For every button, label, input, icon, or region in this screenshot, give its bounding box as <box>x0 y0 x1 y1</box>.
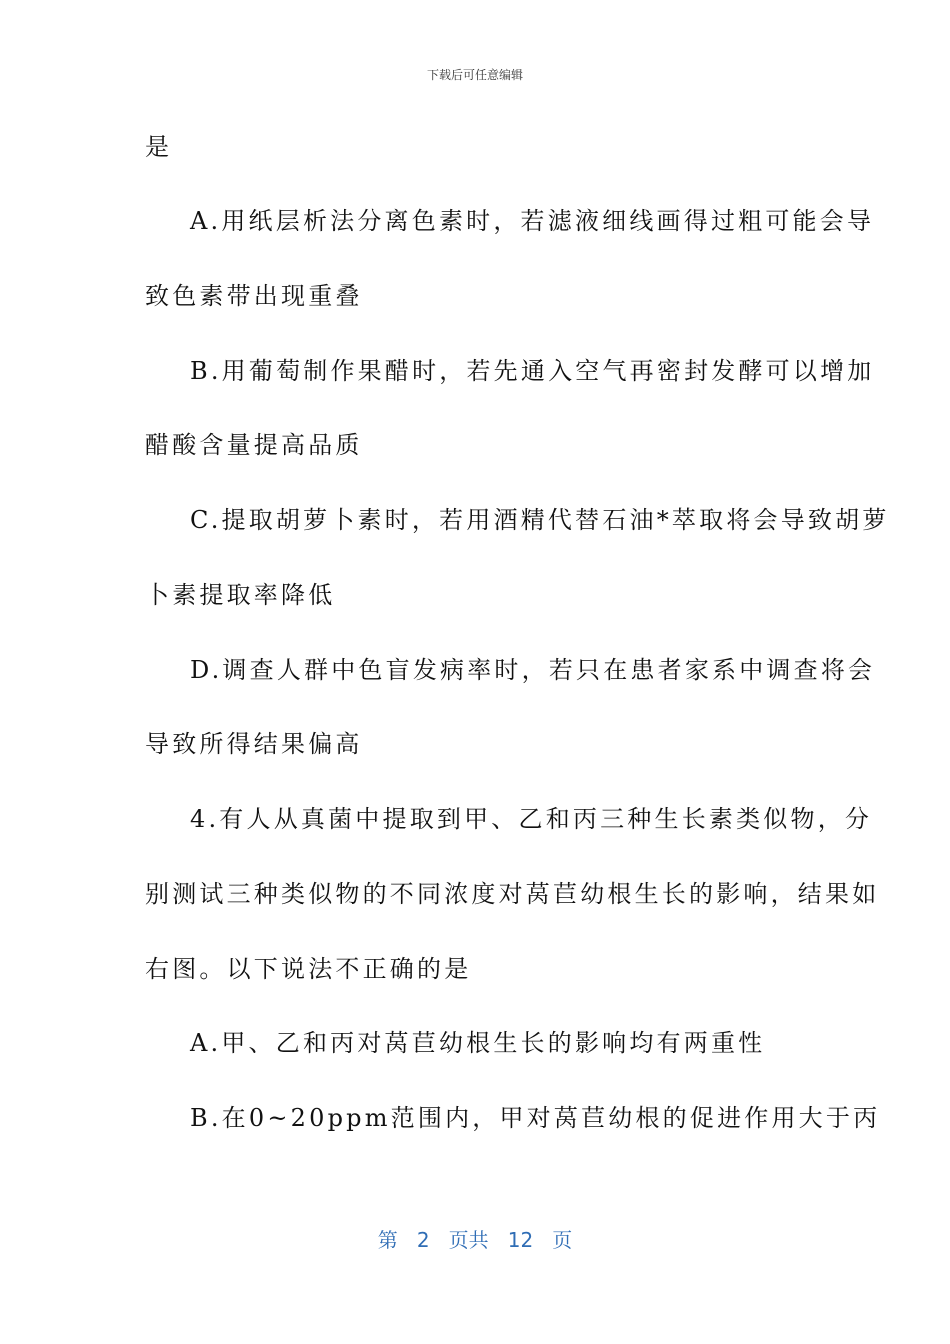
text-line: C.提取胡萝卜素时，若用酒精代替石油*萃取将会导致胡萝 <box>190 506 890 534</box>
text-line: 4.有人从真菌中提取到甲、乙和丙三种生长素类似物，分 <box>190 805 873 833</box>
footer-suffix: 页 <box>552 1228 573 1252</box>
text-line: B.在0~20ppm范围内，甲对莴苣幼根的促进作用大于丙 <box>190 1104 881 1132</box>
text-line: A.甲、乙和丙对莴苣幼根生长的影响均有两重性 <box>190 1029 766 1057</box>
page-footer <box>0 1224 950 1253</box>
footer-prefix: 第 <box>377 1228 398 1252</box>
text-line: 致色素带出现重叠 <box>145 282 363 310</box>
text-line: 导致所得结果偏高 <box>145 730 363 758</box>
text-line: 别测试三种类似物的不同浓度对莴苣幼根生长的影响，结果如 <box>145 880 880 908</box>
text-line: B.用葡萄制作果醋时，若先通入空气再密封发酵可以增加 <box>190 357 875 385</box>
footer-middle: 页共 <box>448 1228 489 1252</box>
text-line: D.调查人群中色盲发病率时，若只在患者家系中调查将会 <box>190 656 876 684</box>
text-line: A.用纸层析法分离色素时，若滤液细线画得过粗可能会导 <box>190 207 875 235</box>
text-line: 右图。以下说法不正确的是 <box>145 955 472 983</box>
page-header: 下载后可任意编辑 <box>426 68 523 82</box>
text-line: 是 <box>145 133 173 161</box>
footer-page-number: 2 <box>416 1228 430 1252</box>
footer-total-pages: 12 <box>507 1228 534 1252</box>
text-line: 醋酸含量提高品质 <box>145 431 363 459</box>
text-line: 卜素提取率降低 <box>145 581 336 609</box>
